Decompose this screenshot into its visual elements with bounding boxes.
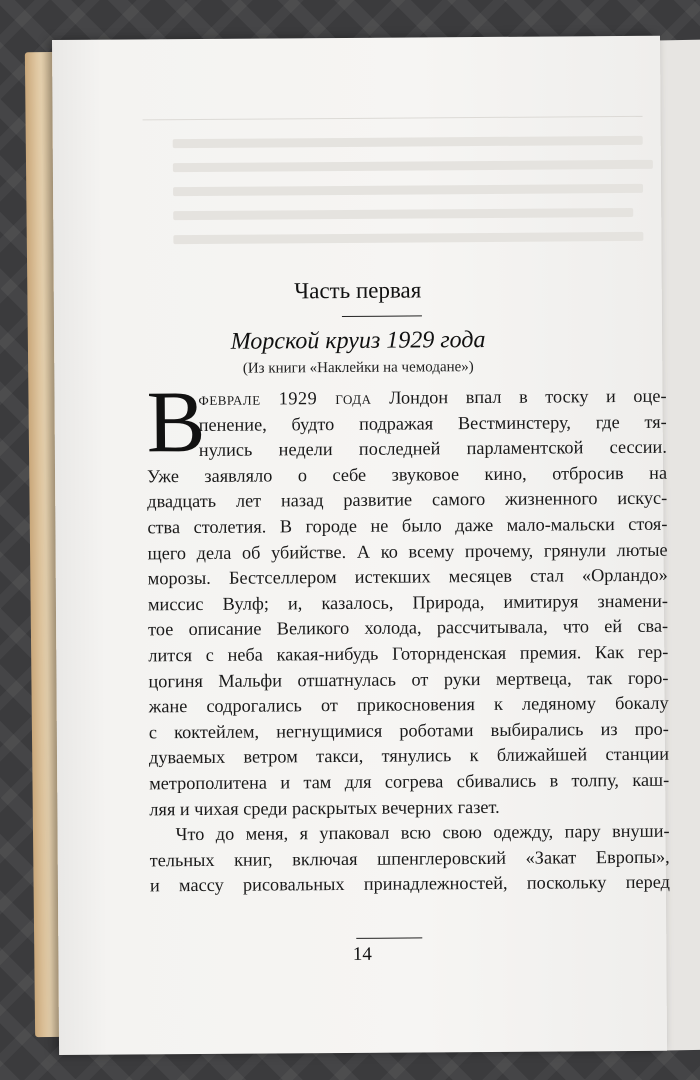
text-line: Уже заявляло о себе звуковое кино, отбросив на [146,462,668,487]
text-line: цогиня Мальфи отшатнулась от руки мертвеца, так горо- [148,667,669,691]
first-paragraph-opening [146,373,667,472]
text-line: ства столетия. В городе не было даже мало-мальски стоя- [147,513,668,538]
bleed-through-line [173,184,643,196]
bleed-through-line [173,136,643,148]
text-line: жане содрогались от прикосновения к ледяному бокалу [148,692,669,717]
text-line: с коктейлем, негнущимися роботами выбирались из про- [148,718,669,743]
page-number: 14 [352,943,372,965]
chapter-subtitle: (Из книги «Наклейки на чемодане») [242,359,474,377]
chapter-title: Морской круиз 1929 года [230,326,486,355]
text-line: ляя и чихая среди раскрытых вечерних газет. [149,796,500,819]
part-title: Часть первая [294,277,422,304]
text-line: тое описание Великого холода, рассчитывала, что ей сва- [148,616,669,640]
text-line: щего дела об убийстве. А ко всему прочему, грянули лютые [147,539,668,563]
footer-rule [356,937,422,938]
text-line: нулись недели последней парламентской сессии. [198,436,667,461]
bleed-through-line [173,208,633,220]
text-line: и массу рисовальных принадлежностей, поскольку перед [149,871,670,896]
bleed-through-line [173,160,653,172]
bleed-through-rule [143,116,643,120]
text-line: лится с неба какая-нибудь Готорнденская премия. Как гер- [148,641,669,666]
book-page [52,36,670,1055]
text-line [198,384,666,413]
text-line: двадцать лет назад развитие самого жизненного искус- [147,488,668,512]
body-text [146,373,670,899]
text-line: миссис Вулф; и, казалось, Природа, имитируя знамени- [147,590,668,615]
text-line: метрополитена и там для согрева сбивались в толпу, каш- [149,769,670,794]
text-line: тельных книг, включая шпенглеровский «Закат Европы», [149,846,670,871]
small-caps-lead: феврале 1929 года [198,387,372,409]
text-line: дуваемых ветром такси, тянулись к ближайшей станции [148,744,670,768]
drop-cap: В [146,373,206,472]
title-rule [342,315,422,317]
text-line: пенение, будто подражая Вестминстеру, где тя- [198,411,667,435]
bleed-through-line [173,232,643,244]
text-line: Что до меня, я упаковал всю свою одежду, пару внуши- [175,820,670,845]
text-line: морозы. Бестселлером истекших месяцев стал «Орландо» [147,564,668,589]
first-line-rest: Лондон впал в тоску и оце- [371,385,667,408]
